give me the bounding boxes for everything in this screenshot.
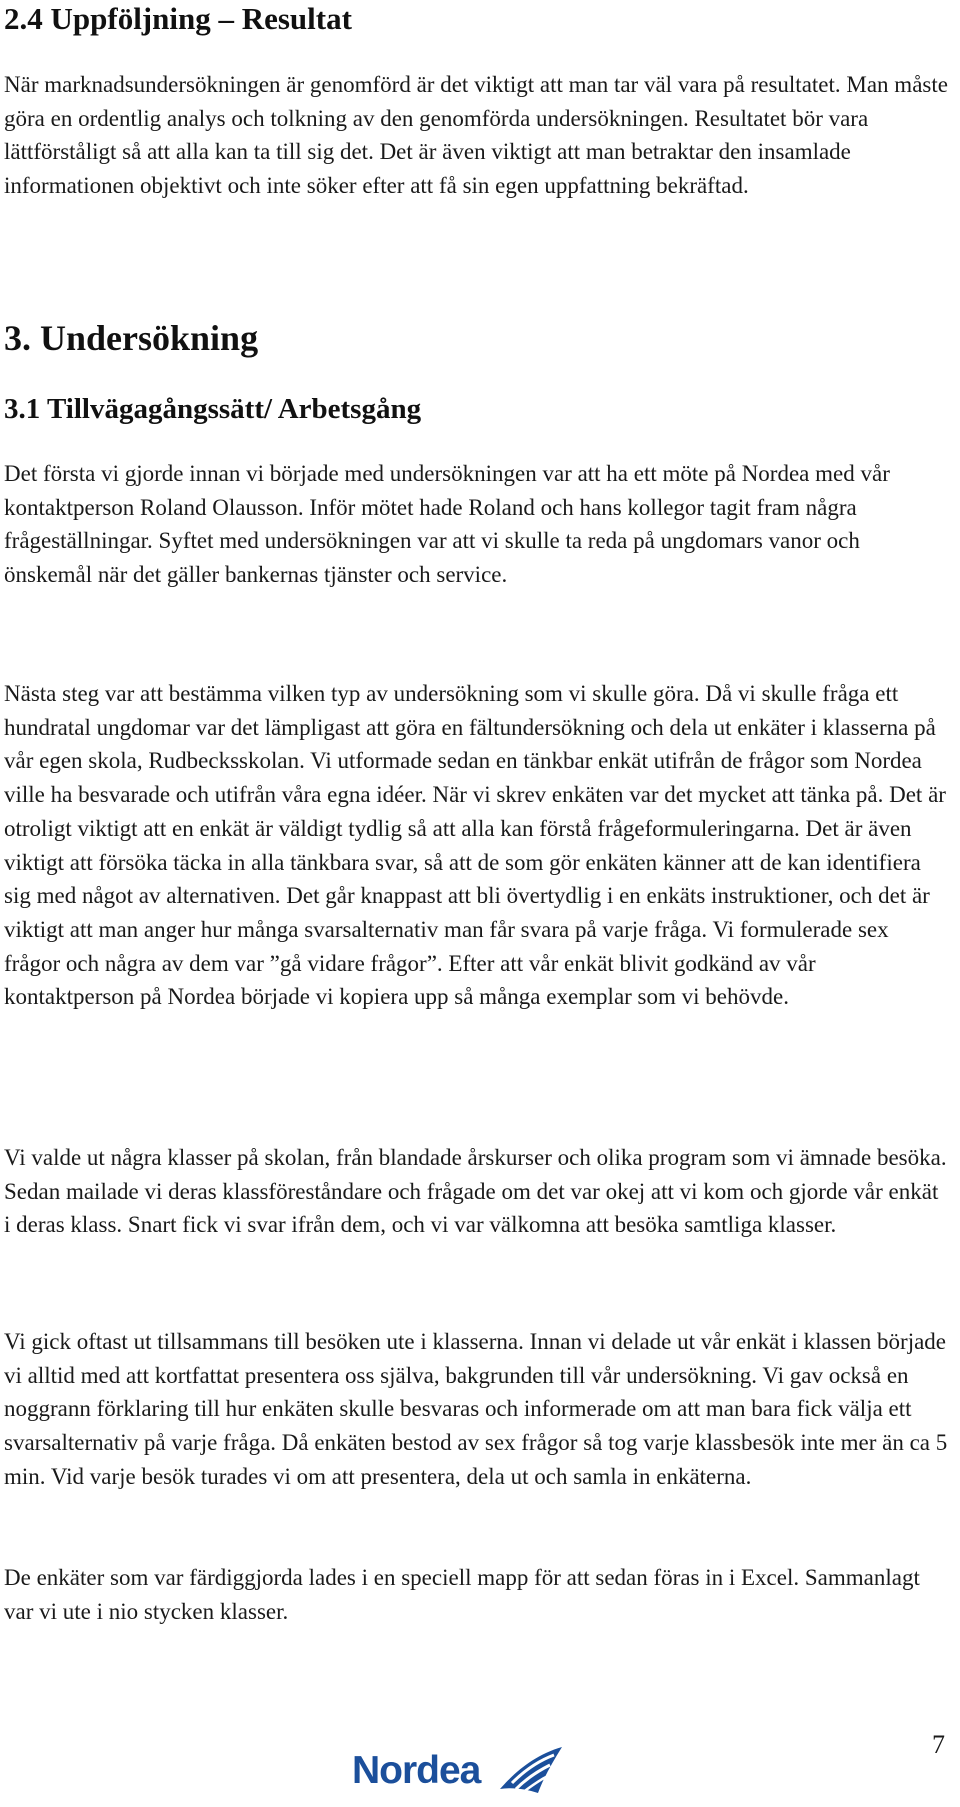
paragraph-survey-design: Nästa steg var att bestämma vilken typ av undersökning som vi skulle göra. Då vi skulle fråga ett hundratal ungdomar var det lämpligast att göra en fältundersökning och dela ut enkäter i klasserna på vår egen skola, Rudbecksskolan. Vi utformade sedan en tänkbar enkät utifrån de frågor som Nordea ville ha besvarade och utifrån våra egna idéer. När vi skrev enkäten var det mycket att tänka på. Det är otroligt viktigt att en enkät är väldigt tydlig så att alla kan förstå frågeformuleringarna. Det är även viktigt att försöka täcka in alla tänkbara svar, så att de som gör enkäten känner att de kan identifiera sig med något av alternativen. Det går knappast att bli övertydlig i en enkäts instruktioner, och det är viktigt att man anger hur många svarsalternativ man får svara på varje fråga. Vi formulerade sex frågor och några av dem var ”gå vidare frågor”. Efter att vår enkät blivit godkänd av vår kontaktperson på Nordea började vi kopiera upp så många exemplar som vi behövde. [4,681,946,1010]
paragraph-excel: De enkäter som var färdiggjorda lades i en speciell mapp för att sedan föras in i Excel. Sammanlagt var vi ute i nio stycken klasser. [4,1565,920,1624]
sail-icon [492,1743,572,1799]
page-number: 7 [932,1730,945,1759]
paragraph-class-visits: Vi gick oftast ut tillsammans till besöken ute i klasserna. Innan vi delade ut vår enkät i klassen började vi alltid med att kortfattat presentera oss själva, bakgrunden till vår undersökning. Vi gav också en noggrann förklaring till hur enkäten skulle besvaras och informerade om att man bara fick välja ett svarsalternativ på varje fråga. Då enkäten bestod av sex frågor så tog varje klassbesök inte mer än ca 5 min. Vid varje besök turades vi om att presentera, dela ut och samla in enkäterna. [4,1329,948,1489]
paragraph-meeting: Det första vi gjorde innan vi började med undersökningen var att ha ett möte på Nordea med vår kontaktperson Roland Olausson. Inför mötet hade Roland och hans kollegor tagit fram några frågeställningar. Syftet med undersökningen var att vi skulle ta reda på ungdomars vanor och önskemål när det gäller bankernas tjänster och service. [4,461,890,588]
paragraph-results: När marknadsundersökningen är genomförd är det viktigt att man tar väl vara på resultatet. Man måste göra en ordentlig analys och tolkning av den genomförda undersökningen. Resultatet bör vara lättförståligt så att alla kan ta till sig det. Det är även viktigt att man betraktar den insamlade informationen objektivt och inte söker efter att få sin egen uppfattning bekräftad. [4,72,948,199]
paragraph-class-selection: Vi valde ut några klasser på skolan, från blandade årskurser och olika program som vi ämnade besöka. Sedan mailade vi deras klassföreståndare och frågade om det var okej att vi kom och gjorde vår enkät i deras klass. Snart fick vi svar ifrån dem, och vi var välkomna att besöka samtliga klasser. [4,1145,947,1238]
section-heading-3: 3. Undersökning [4,318,259,358]
section-heading-3-1: 3.1 Tillvägagångssätt/ Arbetsgång [4,393,422,425]
logo-wordmark: Nordea [352,1749,481,1792]
section-heading-2-4: 2.4 Uppföljning – Resultat [4,1,352,36]
nordea-logo [352,1743,572,1799]
